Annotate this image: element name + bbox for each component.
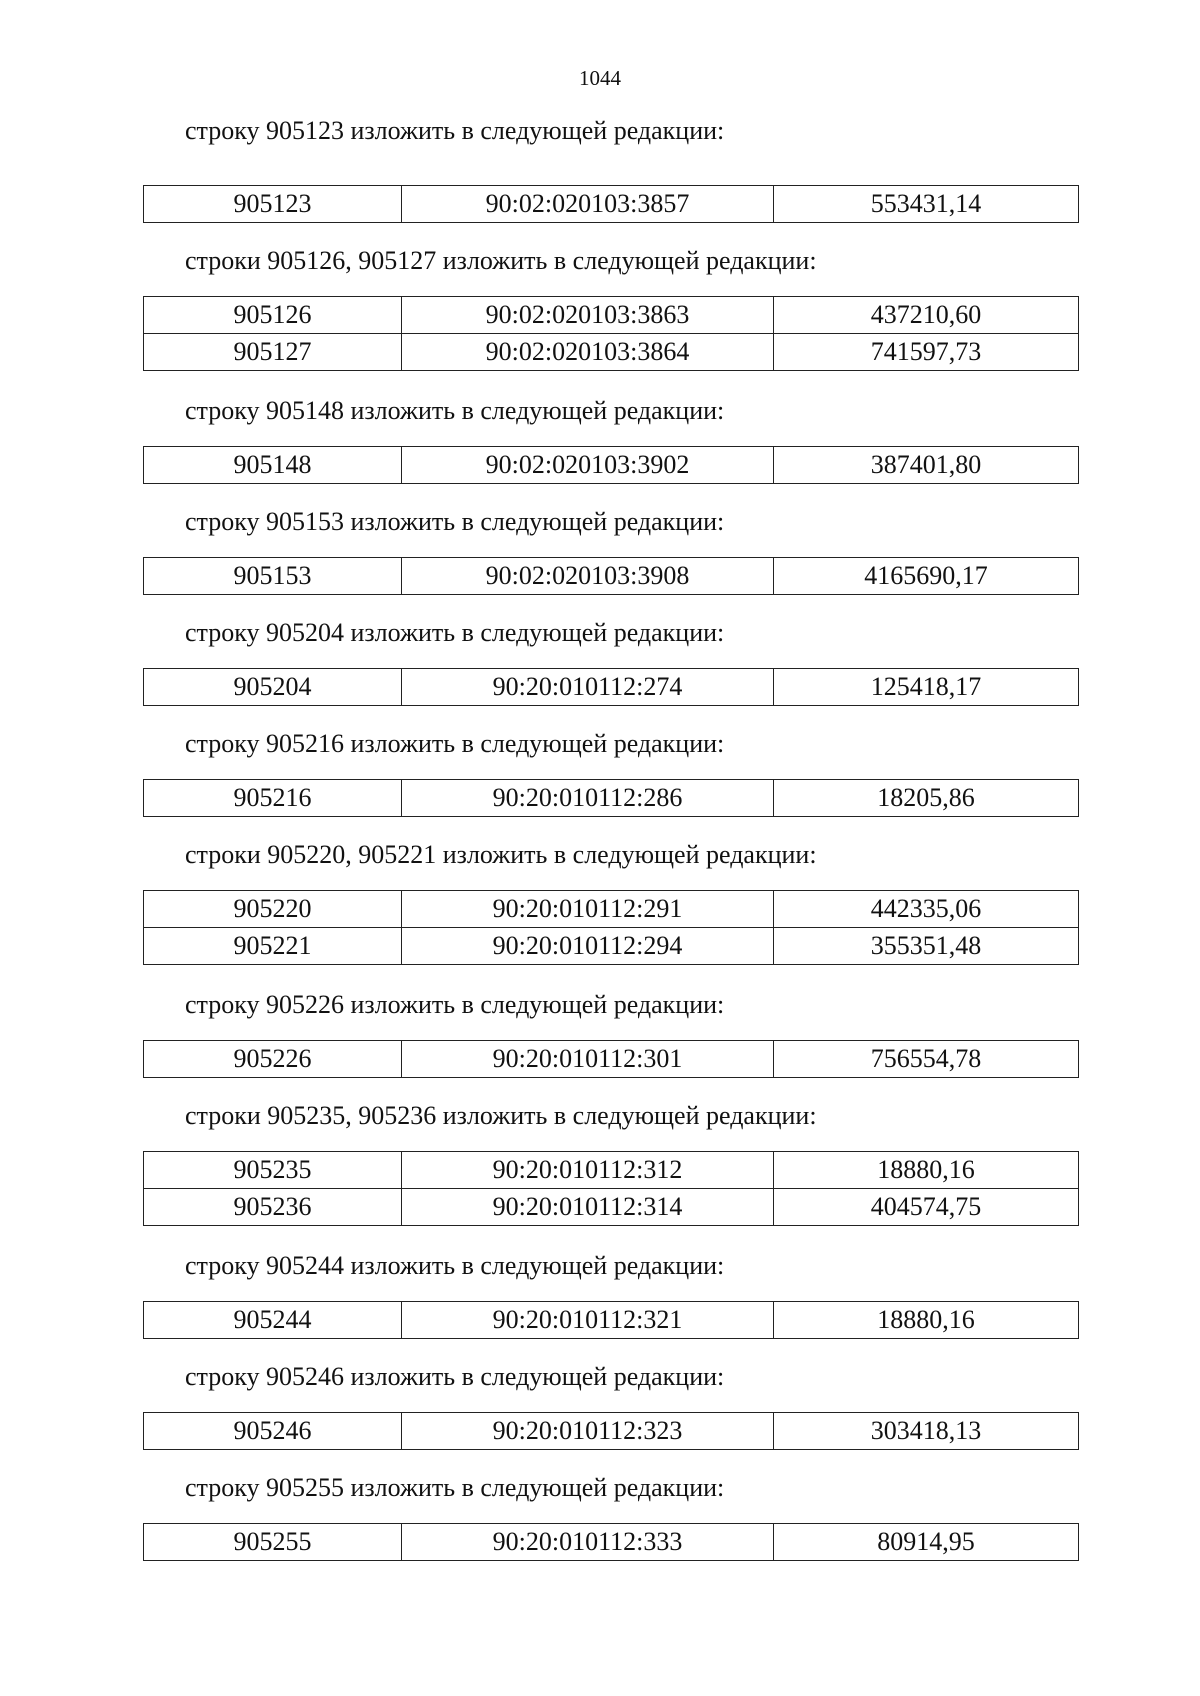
value-cell: 387401,80 [774, 447, 1079, 484]
instruction-text: строку 905148 изложить в следующей редакции: [185, 396, 725, 425]
instruction-text: строку 905204 изложить в следующей редакции: [185, 618, 725, 647]
row-number-cell: 905148 [144, 447, 402, 484]
table-row [144, 1524, 1079, 1561]
value-cell: 18880,16 [774, 1302, 1079, 1339]
table-row [144, 891, 1079, 928]
instruction-text: строку 905244 изложить в следующей редакции: [185, 1251, 725, 1280]
value-cell: 80914,95 [774, 1524, 1079, 1561]
replacement-table [143, 1523, 1079, 1561]
replacement-table [143, 446, 1079, 484]
row-number-cell: 905235 [144, 1152, 402, 1189]
replacement-table [143, 296, 1079, 371]
value-cell: 756554,78 [774, 1041, 1079, 1078]
cadastral-number-cell: 90:20:010112:321 [402, 1302, 774, 1339]
instruction-text: строку 905216 изложить в следующей редакции: [185, 729, 725, 758]
value-cell: 303418,13 [774, 1413, 1079, 1450]
cadastral-number-cell: 90:20:010112:301 [402, 1041, 774, 1078]
row-number-cell: 905220 [144, 891, 402, 928]
table-row [144, 447, 1079, 484]
instruction-text: строки 905126, 905127 изложить в следующей редакции: [185, 246, 817, 275]
cadastral-number-cell: 90:02:020103:3864 [402, 334, 774, 371]
value-cell: 18205,86 [774, 780, 1079, 817]
cadastral-number-cell: 90:20:010112:314 [402, 1189, 774, 1226]
table-row [144, 669, 1079, 706]
instruction-text: строки 905220, 905221 изложить в следующей редакции: [185, 840, 817, 869]
cadastral-number-cell: 90:20:010112:286 [402, 780, 774, 817]
replacement-table [143, 1301, 1079, 1339]
cadastral-number-cell: 90:20:010112:274 [402, 669, 774, 706]
instruction-text: строку 905255 изложить в следующей редакции: [185, 1473, 725, 1502]
table-row [144, 780, 1079, 817]
cadastral-number-cell: 90:20:010112:333 [402, 1524, 774, 1561]
instruction-text: строку 905123 изложить в следующей редакции: [185, 116, 725, 145]
table-row [144, 1413, 1079, 1450]
instruction-text: строку 905226 изложить в следующей редакции: [185, 990, 725, 1019]
row-number-cell: 905244 [144, 1302, 402, 1339]
cadastral-number-cell: 90:02:020103:3863 [402, 297, 774, 334]
row-number-cell: 905204 [144, 669, 402, 706]
row-number-cell: 905123 [144, 186, 402, 223]
row-number-cell: 905236 [144, 1189, 402, 1226]
value-cell: 4165690,17 [774, 558, 1079, 595]
replacement-table [143, 1040, 1079, 1078]
value-cell: 442335,06 [774, 891, 1079, 928]
replacement-table [143, 185, 1079, 223]
row-number-cell: 905126 [144, 297, 402, 334]
cadastral-number-cell: 90:20:010112:291 [402, 891, 774, 928]
value-cell: 18880,16 [774, 1152, 1079, 1189]
instruction-text: строки 905235, 905236 изложить в следующей редакции: [185, 1101, 817, 1130]
replacement-table [143, 1151, 1079, 1226]
value-cell: 404574,75 [774, 1189, 1079, 1226]
replacement-table [143, 1412, 1079, 1450]
table-row [144, 1041, 1079, 1078]
value-cell: 125418,17 [774, 669, 1079, 706]
table-row [144, 334, 1079, 371]
cadastral-number-cell: 90:20:010112:294 [402, 928, 774, 965]
table-row [144, 1189, 1079, 1226]
page-number: 1044 [579, 66, 621, 90]
table-row [144, 558, 1079, 595]
table-row [144, 1302, 1079, 1339]
row-number-cell: 905255 [144, 1524, 402, 1561]
replacement-table [143, 668, 1079, 706]
replacement-table [143, 557, 1079, 595]
value-cell: 355351,48 [774, 928, 1079, 965]
row-number-cell: 905216 [144, 780, 402, 817]
replacement-table [143, 890, 1079, 965]
table-row [144, 186, 1079, 223]
cadastral-number-cell: 90:02:020103:3857 [402, 186, 774, 223]
row-number-cell: 905226 [144, 1041, 402, 1078]
cadastral-number-cell: 90:02:020103:3908 [402, 558, 774, 595]
instruction-text: строку 905153 изложить в следующей редакции: [185, 507, 725, 536]
row-number-cell: 905153 [144, 558, 402, 595]
table-row [144, 928, 1079, 965]
row-number-cell: 905246 [144, 1413, 402, 1450]
replacement-table [143, 779, 1079, 817]
cadastral-number-cell: 90:20:010112:323 [402, 1413, 774, 1450]
table-row [144, 1152, 1079, 1189]
cadastral-number-cell: 90:20:010112:312 [402, 1152, 774, 1189]
value-cell: 553431,14 [774, 186, 1079, 223]
row-number-cell: 905127 [144, 334, 402, 371]
cadastral-number-cell: 90:02:020103:3902 [402, 447, 774, 484]
instruction-text: строку 905246 изложить в следующей редакции: [185, 1362, 725, 1391]
value-cell: 741597,73 [774, 334, 1079, 371]
value-cell: 437210,60 [774, 297, 1079, 334]
row-number-cell: 905221 [144, 928, 402, 965]
table-row [144, 297, 1079, 334]
